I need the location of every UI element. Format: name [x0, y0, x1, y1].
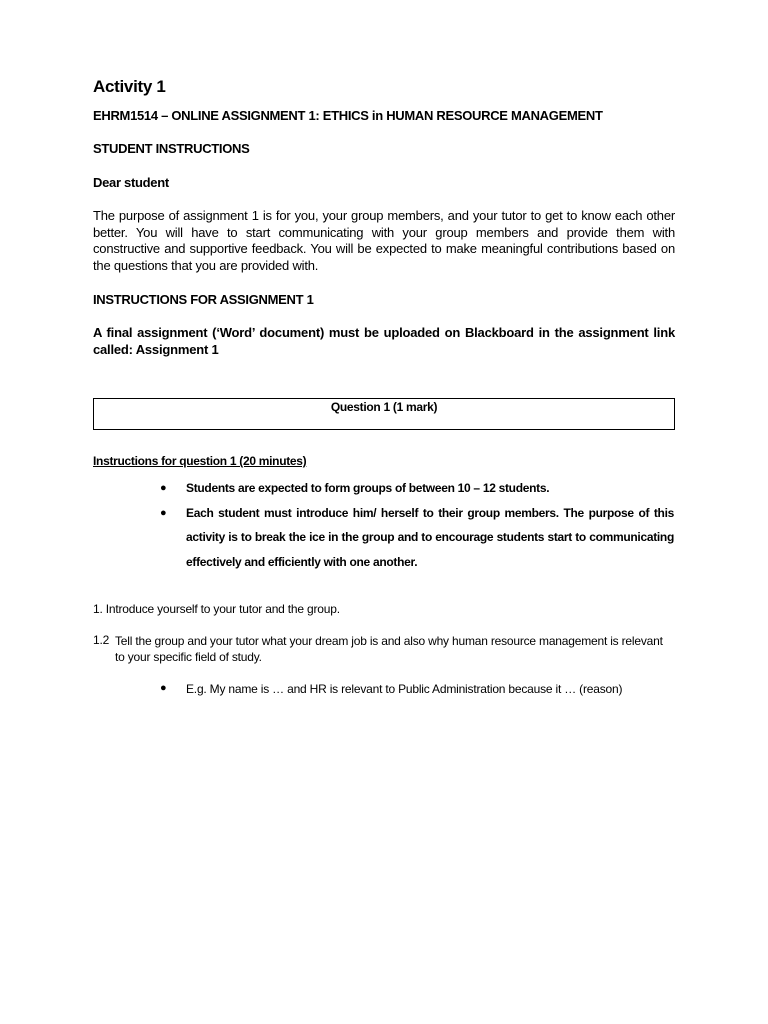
bullet-text: Each student must introduce him/ herself to their group members. The purpose of this activity is to break the ice in the group and to encourage students start to communicating effectively and efficiently with one another.: [186, 505, 674, 569]
bullet-icon: ●: [160, 506, 167, 519]
assignment-title: EHRM1514 – ONLINE ASSIGNMENT 1: ETHICS in HUMAN RESOURCE MANAGEMENT: [93, 108, 603, 123]
instructions-heading: INSTRUCTIONS FOR ASSIGNMENT 1: [93, 292, 314, 307]
student-instructions-heading: STUDENT INSTRUCTIONS: [93, 141, 250, 156]
question-box-title: Question 1 (1 mark): [330, 400, 438, 414]
bullet-text: Students are expected to form groups of between 10 – 12 students.: [186, 481, 550, 495]
question-instructions-title: Instructions for question 1 (20 minutes): [93, 454, 307, 468]
purpose-paragraph: The purpose of assignment 1 is for you, your group members, and your tutor to get to know each other better. You will have to start communicating with your group members and provide them with constructive and supportive feedback. You will be expected to make meaningful contributions based on the questions that you are provided with.: [93, 208, 675, 273]
list-item: [160, 501, 674, 575]
task-1: 1. Introduce yourself to your tutor and the group.: [93, 602, 340, 616]
bullet-icon: ●: [160, 682, 167, 694]
task-1-2-number: 1.2: [93, 633, 110, 647]
bullet-icon: ●: [160, 482, 167, 494]
greeting: Dear student: [93, 175, 169, 190]
activity-title: Activity 1: [93, 77, 166, 96]
upload-instruction: A final assignment (‘Word’ document) must be uploaded on Blackboard in the assignment link called: Assignment 1: [93, 325, 675, 357]
question-bullet-list: [160, 476, 674, 574]
question-box: [93, 398, 675, 430]
example-text: E.g. My name is … and HR is relevant to Public Administration because it … (reason): [186, 682, 623, 696]
task-1-2-text: Tell the group and your tutor what your dream job is and also why human resource management is relevant to your specific field of study.: [115, 634, 663, 664]
list-item: [160, 476, 674, 501]
